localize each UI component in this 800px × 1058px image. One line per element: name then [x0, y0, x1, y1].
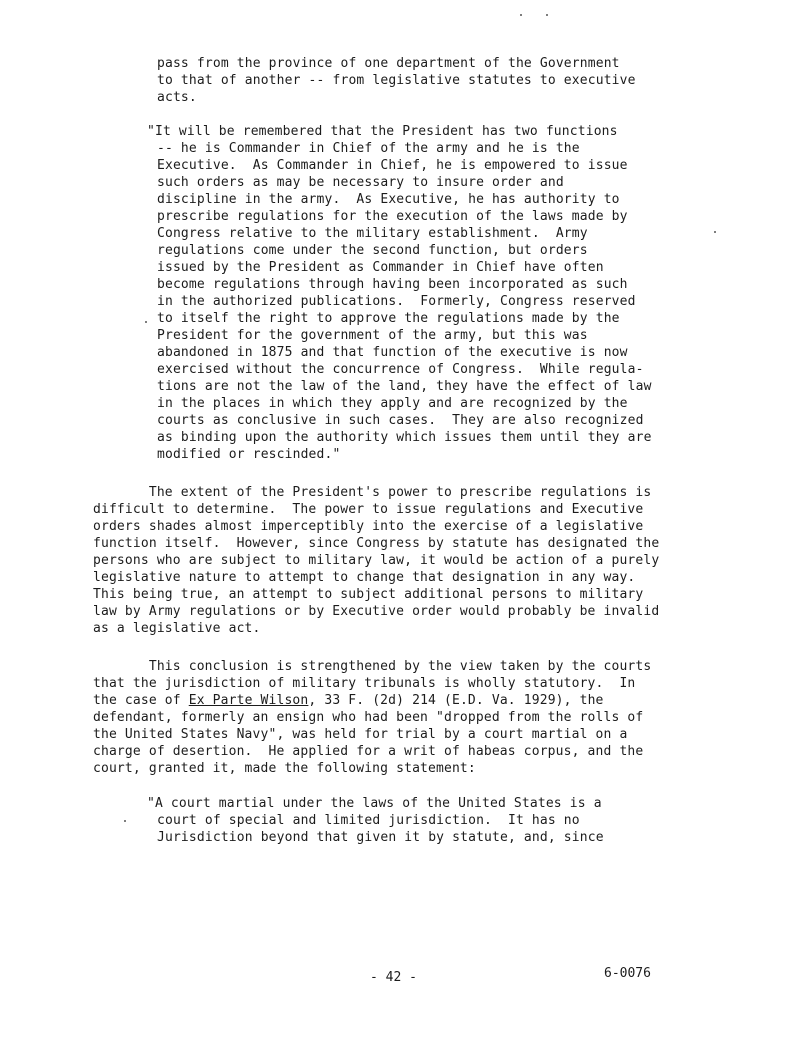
quote-line: to itself the right to approve the regulations made by the [157, 311, 620, 326]
quote-line: as binding upon the authority which issues them until they are [157, 430, 652, 445]
quote-line: regulations come under the second function, but orders [157, 243, 588, 258]
paragraph-line: defendant, formerly an ensign who had been "dropped from the rolls of [93, 710, 644, 725]
paragraph-line: court, granted it, made the following statement: [93, 761, 476, 776]
quote-line: issued by the President as Commander in Chief have often [157, 260, 604, 275]
quote-line: Executive. As Commander in Chief, he is empowered to issue [157, 158, 628, 173]
quote-line: court of special and limited jurisdiction. It has no [157, 813, 580, 828]
paragraph-line: charge of desertion. He applied for a writ of habeas corpus, and the [93, 744, 644, 759]
quote-line: Jurisdiction beyond that given it by statute, and, since [157, 830, 604, 845]
paragraph-line: the United States Navy", was held for trial by a court martial on a [93, 727, 628, 742]
scan-speck [520, 14, 522, 16]
continuation-line: to that of another -- from legislative statutes to executive [157, 73, 636, 88]
quote-line: such orders as may be necessary to insure order and [157, 175, 564, 190]
quote-line: "A court martial under the laws of the United States is a [147, 796, 602, 811]
paragraph-line: The extent of the President's power to prescribe regulations is [93, 485, 652, 500]
page-number: - 42 - [370, 970, 417, 985]
paragraph-line: legislative nature to attempt to change that designation in any way. [93, 570, 636, 585]
quote-line: become regulations through having been incorporated as such [157, 277, 628, 292]
text-run: , 33 F. (2d) 214 (E.D. Va. 1929), the [308, 693, 604, 708]
paragraph-line: difficult to determine. The power to issue regulations and Executive [93, 502, 644, 517]
quote-line: in the authorized publications. Formerly, Congress reserved [157, 294, 636, 309]
paragraph-line: that the jurisdiction of military tribunals is wholly statutory. In [93, 676, 636, 691]
quote-line: President for the government of the army, but this was [157, 328, 588, 343]
paragraph-line: as a legislative act. [93, 621, 261, 636]
quote-line: "It will be remembered that the President has two functions [147, 124, 618, 139]
quote-line: discipline in the army. As Executive, he has authority to [157, 192, 620, 207]
quote-line: modified or rescinded." [157, 447, 341, 462]
case-citation: Ex Parte Wilson [188, 693, 309, 708]
quote-line: in the places in which they apply and are recognized by the [157, 396, 628, 411]
paragraph-line: function itself. However, since Congress by statute has designated the [93, 536, 660, 551]
paragraph-line: This being true, an attempt to subject additional persons to military [93, 587, 644, 602]
continuation-line: acts. [157, 90, 197, 105]
text-run: the case of [93, 693, 189, 708]
paragraph-line: This conclusion is strengthened by the view taken by the courts [93, 659, 652, 674]
quote-line: prescribe regulations for the execution of the laws made by [157, 209, 628, 224]
continuation-line: pass from the province of one department of the Government [157, 56, 620, 71]
paragraph-line [93, 692, 604, 709]
scan-speck [714, 231, 716, 233]
quote-line: Congress relative to the military establishment. Army [157, 226, 588, 241]
paragraph-line: orders shades almost imperceptibly into the exercise of a legislative [93, 519, 644, 534]
scan-speck [546, 14, 548, 16]
quote-line: abandoned in 1875 and that function of the executive is now [157, 345, 628, 360]
quote-line: courts as conclusive in such cases. They are also recognized [157, 413, 644, 428]
quote-line: exercised without the concurrence of Congress. While regula- [157, 362, 644, 377]
document-code: 6-0076 [604, 966, 651, 981]
paragraph-line: law by Army regulations or by Executive order would probably be invalid [93, 604, 660, 619]
quote-line: tions are not the law of the land, they have the effect of law [157, 379, 652, 394]
scan-speck [145, 321, 147, 323]
quote-line: -- he is Commander in Chief of the army and he is the [157, 141, 580, 156]
paragraph-line: persons who are subject to military law, it would be action of a purely [93, 553, 660, 568]
scan-speck [124, 820, 126, 822]
